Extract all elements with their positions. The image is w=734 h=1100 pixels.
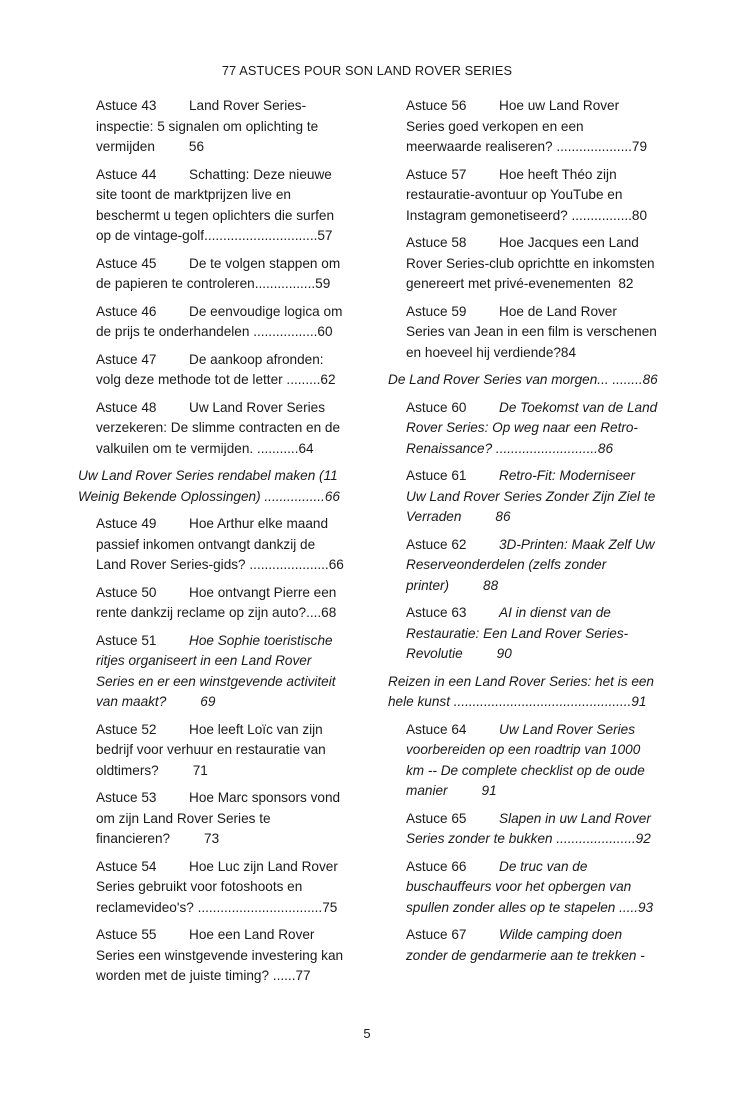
toc-entry-number: Astuce 48	[96, 399, 157, 415]
toc-entry-number: Astuce 49	[96, 516, 157, 531]
toc-entry-number: Astuce 51	[96, 632, 157, 648]
toc-entry-title: Hoe Sophie toeristische ritjes organiseert in een Land Rover Series en er een winstgevende activiteit van maakt? 69	[96, 632, 336, 709]
toc-entry-number: Astuce 58	[406, 235, 467, 250]
toc-chapter-title: Uw Land Rover Series rendabel maken (11 Weinig Bekende Oplossingen) ................66	[78, 468, 340, 504]
toc-entry	[78, 350, 348, 391]
toc-entry	[78, 398, 348, 460]
toc-entry-number: Astuce 46	[96, 303, 157, 319]
toc-entry-number: Astuce 62	[406, 536, 467, 552]
toc-entry-number: Astuce 52	[96, 721, 157, 737]
toc-entry-title: Hoe uw Land Rover Series goed verkopen en een meerwaarde realiseren? ....................79	[406, 98, 648, 154]
toc-entry-title: Retro-Fit: Moderniseer Uw Land Rover Series Zonder Zijn Ziel te Verraden 86	[406, 468, 656, 524]
toc-entry-title: De eenvoudige logica om de prijs te onderhandelen .................60	[96, 303, 343, 339]
toc-entry	[388, 535, 658, 597]
toc-chapter-heading	[388, 672, 658, 713]
toc-entry-number: Astuce 64	[406, 721, 467, 737]
toc-entry-title: AI in dienst van de Restauratie: Een Land Rover Series-Revolutie 90	[406, 605, 629, 661]
toc-chapter-heading	[388, 370, 658, 391]
page-number: 5	[363, 1026, 371, 1041]
toc-entry-title: Hoe leeft Loïc van zijn bedrijf voor verhuur en restauratie van oldtimers? 71	[96, 721, 326, 778]
toc-entry	[78, 720, 348, 782]
toc-entry	[388, 720, 658, 802]
toc-entry-number: Astuce 59	[406, 303, 467, 319]
toc-entry-title: Hoe ontvangt Pierre een rente dankzij reclame op zijn auto?....68	[96, 584, 337, 620]
toc-entry	[388, 96, 658, 158]
toc-entry-title: Hoe een Land Rover Series een winstgevende investering kan worden met de juiste timing? ......77	[96, 927, 344, 983]
toc-entry-number: Astuce 54	[96, 858, 157, 874]
toc-entry-title: Hoe Arthur elke maand passief inkomen ontvangt dankzij de Land Rover Series-gids? .....................66	[96, 516, 344, 572]
toc-entry-number: Astuce 50	[96, 584, 157, 600]
toc-entry-title: De Toekomst van de Land Rover Series: Op weg naar een Retro-Renaissance? ...........................86	[406, 399, 658, 456]
toc-entry-title: 3D-Printen: Maak Zelf Uw Reserveonderdelen (zelfs zonder printer) 88	[406, 536, 655, 593]
toc-entry	[388, 302, 658, 364]
toc-entry-title: Land Rover Series-inspectie: 5 signalen om oplichting te vermijden 56	[96, 98, 319, 154]
toc-entry	[388, 233, 658, 295]
toc-entry-title: Uw Land Rover Series voorbereiden op een roadtrip van 1000 km -- De complete checklist op de oude manier 91	[406, 721, 645, 798]
toc-chapter-heading	[78, 466, 348, 507]
toc-entry-number: Astuce 65	[406, 810, 467, 826]
toc-chapter-title: De Land Rover Series van morgen... ........86	[388, 372, 658, 387]
toc-entry	[78, 631, 348, 713]
toc-entry	[78, 254, 348, 295]
toc-entry-number: Astuce 61	[406, 468, 467, 483]
toc-entry	[388, 603, 658, 665]
toc-entry-number: Astuce 47	[96, 351, 157, 367]
toc-entry-number: Astuce 56	[406, 98, 467, 113]
toc-entry-title: De aankoop afronden: volg deze methode tot de letter .........62	[96, 351, 336, 387]
toc-entry-title: Uw Land Rover Series verzekeren: De slimme contracten en de valkuilen om te vermijden. ...........64	[96, 399, 341, 456]
toc-entry-number: Astuce 60	[406, 399, 467, 415]
toc-entry-title: Hoe Marc sponsors vond om zijn Land Rover Series te financieren? 73	[96, 790, 341, 846]
toc-entry	[78, 514, 348, 576]
toc-entry-title: De truc van de buschauffeurs voor het opbergen van spullen zonder alles op te stapelen .....93	[406, 858, 654, 915]
toc-entry	[78, 788, 348, 850]
toc-entry-title: Schatting: Deze nieuwe site toont de marktprijzen live en beschermt u tegen oplichters die surfen op de vintage-golf..............................57	[96, 166, 335, 243]
toc-entry	[78, 583, 348, 624]
toc-entry	[388, 398, 658, 460]
running-header: 77 ASTUCES POUR SON LAND ROVER SERIES	[221, 63, 513, 78]
toc-entry	[388, 466, 658, 528]
toc-entry-number: Astuce 53	[96, 790, 157, 805]
toc-entry-number: Astuce 55	[96, 927, 157, 942]
toc-entry	[78, 857, 348, 919]
toc-entry-number: Astuce 43	[96, 98, 157, 113]
toc-right-column	[388, 96, 658, 973]
toc-entry-title: Slapen in uw Land Rover Series zonder te bukken .....................92	[406, 810, 651, 846]
toc-entry-title: Hoe heeft Théo zijn restauratie-avontuur op YouTube en Instagram gemonetiseerd? ................80	[406, 166, 648, 223]
toc-entry	[388, 857, 658, 919]
toc-left-column	[78, 96, 348, 994]
toc-entry	[78, 165, 348, 247]
toc-entry-number: Astuce 63	[406, 605, 467, 620]
toc-entry-title: Hoe de Land Rover Series van Jean in een film is verschenen en hoeveel hij verdiende?84	[406, 303, 657, 360]
toc-entry-number: Astuce 67	[406, 927, 467, 942]
toc-entry	[388, 165, 658, 227]
toc-entry-number: Astuce 44	[96, 166, 157, 182]
toc-entry-number: Astuce 57	[406, 166, 467, 182]
toc-entry	[78, 96, 348, 158]
toc-entry-number: Astuce 66	[406, 858, 467, 874]
toc-chapter-title: Reizen in een Land Rover Series: het is een hele kunst ...............................................91	[388, 673, 654, 709]
toc-entry-title: Wilde camping doen zonder de gendarmerie aan te trekken -	[406, 927, 645, 963]
toc-entry	[78, 302, 348, 343]
toc-entry-title: Hoe Jacques een Land Rover Series-club oprichtte en inkomsten genereert met privé-evenementen 82	[406, 235, 655, 291]
toc-entry	[388, 925, 658, 966]
toc-entry	[388, 809, 658, 850]
toc-entry-title: Hoe Luc zijn Land Rover Series gebruikt voor fotoshoots en reclamevideo's? .................................75	[96, 858, 338, 915]
toc-entry-title: De te volgen stappen om de papieren te controleren................59	[96, 255, 341, 291]
toc-entry	[78, 925, 348, 987]
toc-entry-number: Astuce 45	[96, 255, 157, 271]
